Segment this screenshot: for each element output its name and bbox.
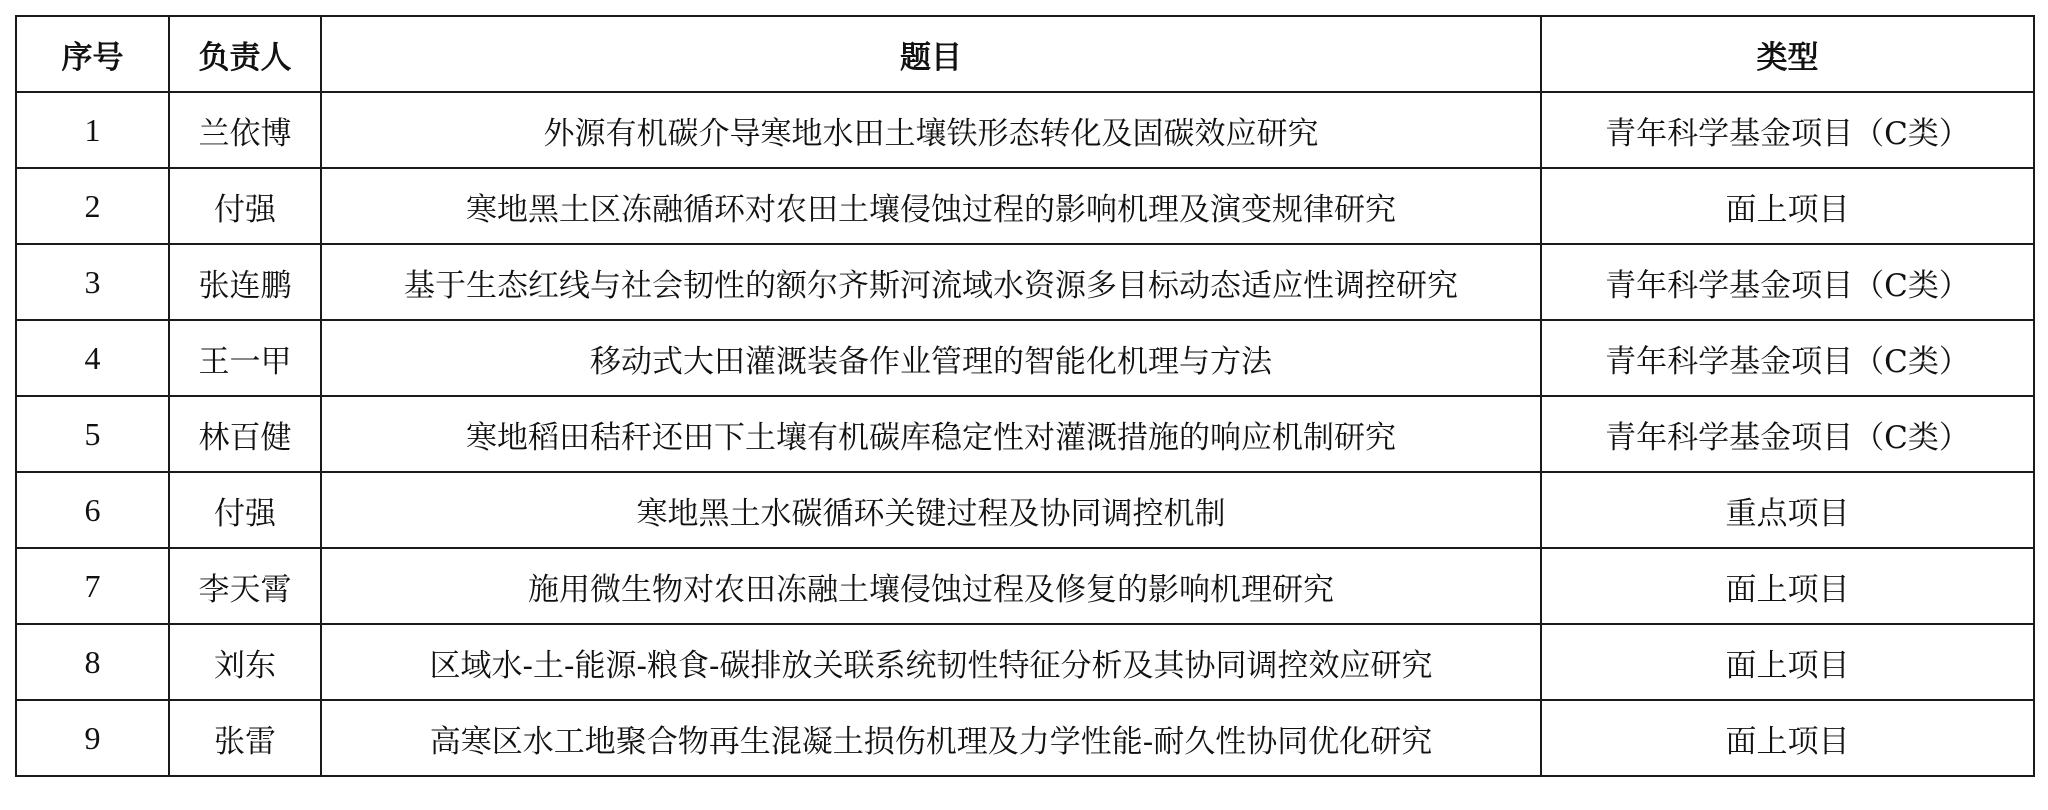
cell-no: 9: [16, 700, 169, 776]
cell-owner: 付强: [169, 472, 321, 548]
cell-title: 区域水-土-能源-粮食-碳排放关联系统韧性特征分析及其协同调控效应研究: [321, 624, 1541, 700]
table-header-row: [16, 16, 2034, 92]
cell-no: 2: [16, 168, 169, 244]
project-table: [15, 15, 2035, 777]
table-row: [16, 168, 2034, 244]
cell-title: 基于生态红线与社会韧性的额尔齐斯河流域水资源多目标动态适应性调控研究: [321, 244, 1541, 320]
cell-type: 面上项目: [1541, 548, 2034, 624]
cell-title: 外源有机碳介导寒地水田土壤铁形态转化及固碳效应研究: [321, 92, 1541, 168]
header-no: 序号: [16, 16, 169, 92]
cell-type: 重点项目: [1541, 472, 2034, 548]
cell-title: 寒地黑土区冻融循环对农田土壤侵蚀过程的影响机理及演变规律研究: [321, 168, 1541, 244]
cell-type: 青年科学基金项目（C类）: [1541, 396, 2034, 472]
cell-no: 8: [16, 624, 169, 700]
cell-type: 青年科学基金项目（C类）: [1541, 92, 2034, 168]
table-row: [16, 624, 2034, 700]
cell-owner: 林百健: [169, 396, 321, 472]
cell-owner: 付强: [169, 168, 321, 244]
cell-type: 青年科学基金项目（C类）: [1541, 320, 2034, 396]
table-row: [16, 396, 2034, 472]
cell-no: 1: [16, 92, 169, 168]
cell-no: 3: [16, 244, 169, 320]
cell-title: 寒地黑土水碳循环关键过程及协同调控机制: [321, 472, 1541, 548]
cell-type: 面上项目: [1541, 700, 2034, 776]
header-title: 题目: [321, 16, 1541, 92]
header-owner: 负责人: [169, 16, 321, 92]
cell-owner: 李天霄: [169, 548, 321, 624]
cell-no: 6: [16, 472, 169, 548]
cell-title: 寒地稻田秸秆还田下土壤有机碳库稳定性对灌溉措施的响应机制研究: [321, 396, 1541, 472]
table-row: [16, 700, 2034, 776]
cell-no: 7: [16, 548, 169, 624]
cell-no: 4: [16, 320, 169, 396]
cell-title: 施用微生物对农田冻融土壤侵蚀过程及修复的影响机理研究: [321, 548, 1541, 624]
cell-type: 面上项目: [1541, 624, 2034, 700]
cell-title: 移动式大田灌溉装备作业管理的智能化机理与方法: [321, 320, 1541, 396]
cell-owner: 张雷: [169, 700, 321, 776]
cell-type: 青年科学基金项目（C类）: [1541, 244, 2034, 320]
cell-no: 5: [16, 396, 169, 472]
project-table-container: [15, 15, 2033, 777]
cell-title: 高寒区水工地聚合物再生混凝土损伤机理及力学性能-耐久性协同优化研究: [321, 700, 1541, 776]
cell-owner: 张连鹏: [169, 244, 321, 320]
table-row: [16, 548, 2034, 624]
cell-owner: 兰依博: [169, 92, 321, 168]
cell-owner: 刘东: [169, 624, 321, 700]
cell-type: 面上项目: [1541, 168, 2034, 244]
table-row: [16, 92, 2034, 168]
cell-owner: 王一甲: [169, 320, 321, 396]
table-row: [16, 472, 2034, 548]
table-row: [16, 244, 2034, 320]
table-row: [16, 320, 2034, 396]
header-type: 类型: [1541, 16, 2034, 92]
